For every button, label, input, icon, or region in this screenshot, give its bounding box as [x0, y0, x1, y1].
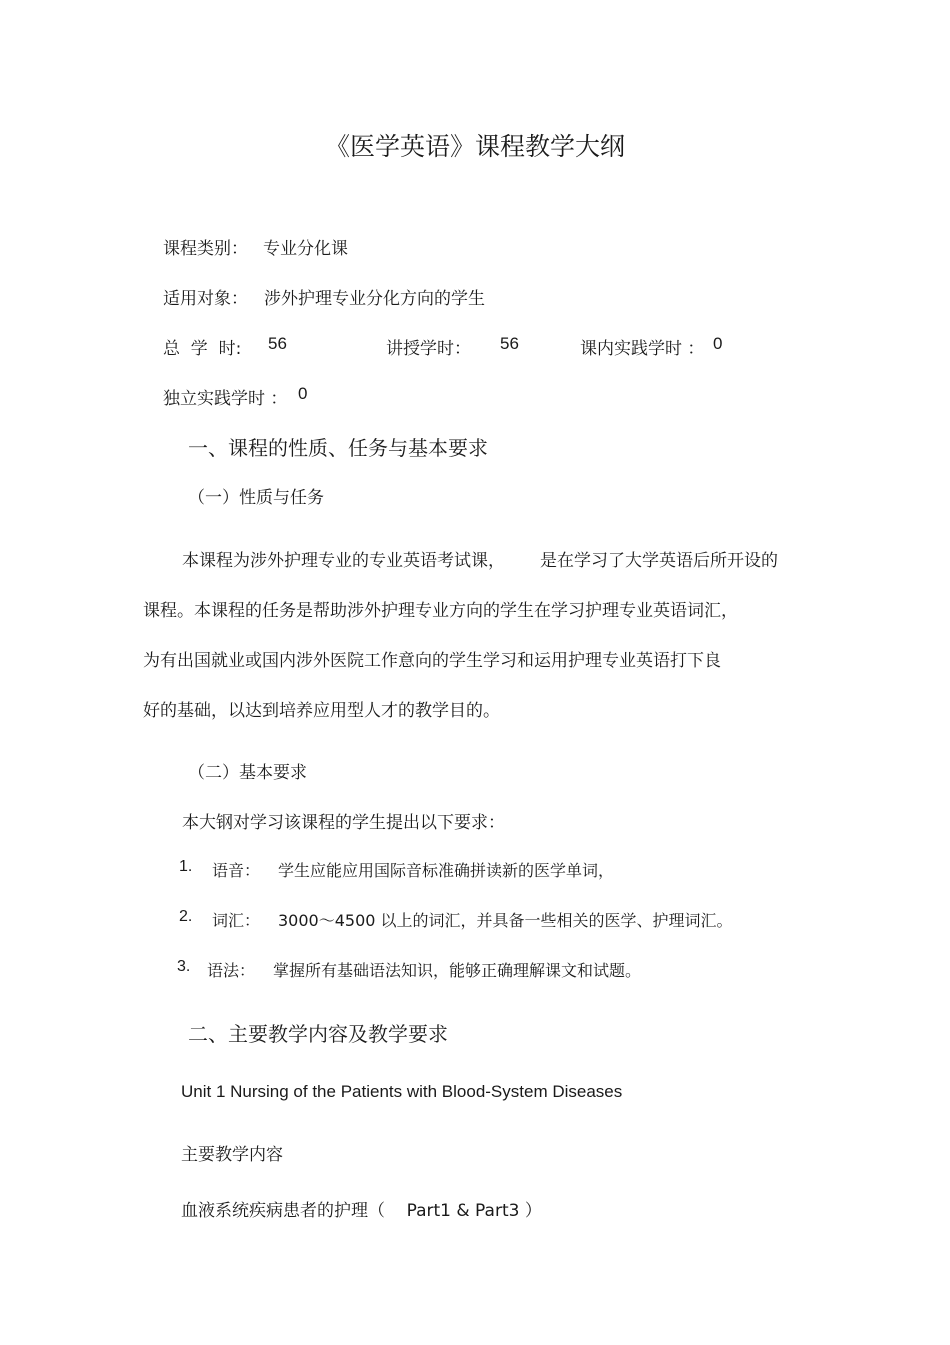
list-item-label: 词汇： — [212, 911, 261, 930]
main-content-label: 主要教学内容 — [181, 1145, 283, 1165]
independent-practice-label: 独立实践学时 ： — [163, 389, 288, 409]
target-value: 涉外护理专业分化方向的学生 — [264, 289, 485, 309]
section1-heading: 一、课程的性质、任务与基本要求 — [188, 436, 488, 460]
list-item-text: 学生应能应用国际音标准确拼读新的医学单词， — [278, 861, 615, 880]
list-item-number: 1. — [179, 858, 193, 875]
paragraph-line: 本课程为涉外护理专业的专业英语考试课， — [182, 551, 505, 571]
section2-heading: 二、主要教学内容及教学要求 — [188, 1022, 448, 1046]
category-label: 课程类别： — [163, 239, 248, 259]
requirements-intro: 本大钢对学习该课程的学生提出以下要求： — [182, 813, 505, 833]
paragraph-line: 课程。本课程的任务是帮助涉外护理专业方向的学生在学习护理专业英语词汇， — [143, 601, 738, 621]
list-item-number: 3. — [177, 958, 191, 975]
total-hours-value: 56 — [268, 334, 287, 353]
document-title: 《医学英语》课程教学大纲 — [324, 132, 625, 161]
list-item-label: 语法： — [207, 961, 256, 980]
paragraph-line: 是在学习了大学英语后所开设的 — [540, 551, 778, 571]
total-hours-label: 总 学 时: — [163, 339, 242, 359]
paragraph-line: 为有出国就业或国内涉外医院工作意向的学生学习和运用护理专业英语打下良 — [143, 651, 721, 671]
independent-practice-value: 0 — [298, 384, 308, 403]
list-item-text: 3000～4500 以上的词汇，并具备一些相关的医学、护理词汇。 — [278, 911, 733, 930]
list-item-label: 语音： — [212, 861, 261, 880]
in-class-practice-label: 课内实践学时 ： — [580, 339, 705, 359]
paragraph-line: 好的基础，以达到培养应用型人才的教学目的。 — [143, 701, 500, 721]
unit-title: Unit 1 Nursing of the Patients with Blood-System Diseases — [181, 1082, 623, 1101]
in-class-practice-value: 0 — [713, 334, 723, 353]
lecture-hours-label: 讲授学时： — [386, 339, 471, 359]
lecture-hours-value: 56 — [500, 334, 519, 353]
target-label: 适用对象： — [163, 289, 248, 309]
section1-sub2-heading: （二）基本要求 — [188, 763, 307, 783]
section1-sub1-heading: （一）性质与任务 — [188, 488, 324, 508]
category-value: 专业分化课 — [263, 239, 348, 259]
list-item-number: 2. — [179, 908, 193, 925]
content-line: 血液系统疾病患者的护理（ Part1 & Part3 ） — [181, 1201, 542, 1221]
list-item-text: 掌握所有基础语法知识，能够正确理解课文和试题。 — [273, 961, 642, 980]
